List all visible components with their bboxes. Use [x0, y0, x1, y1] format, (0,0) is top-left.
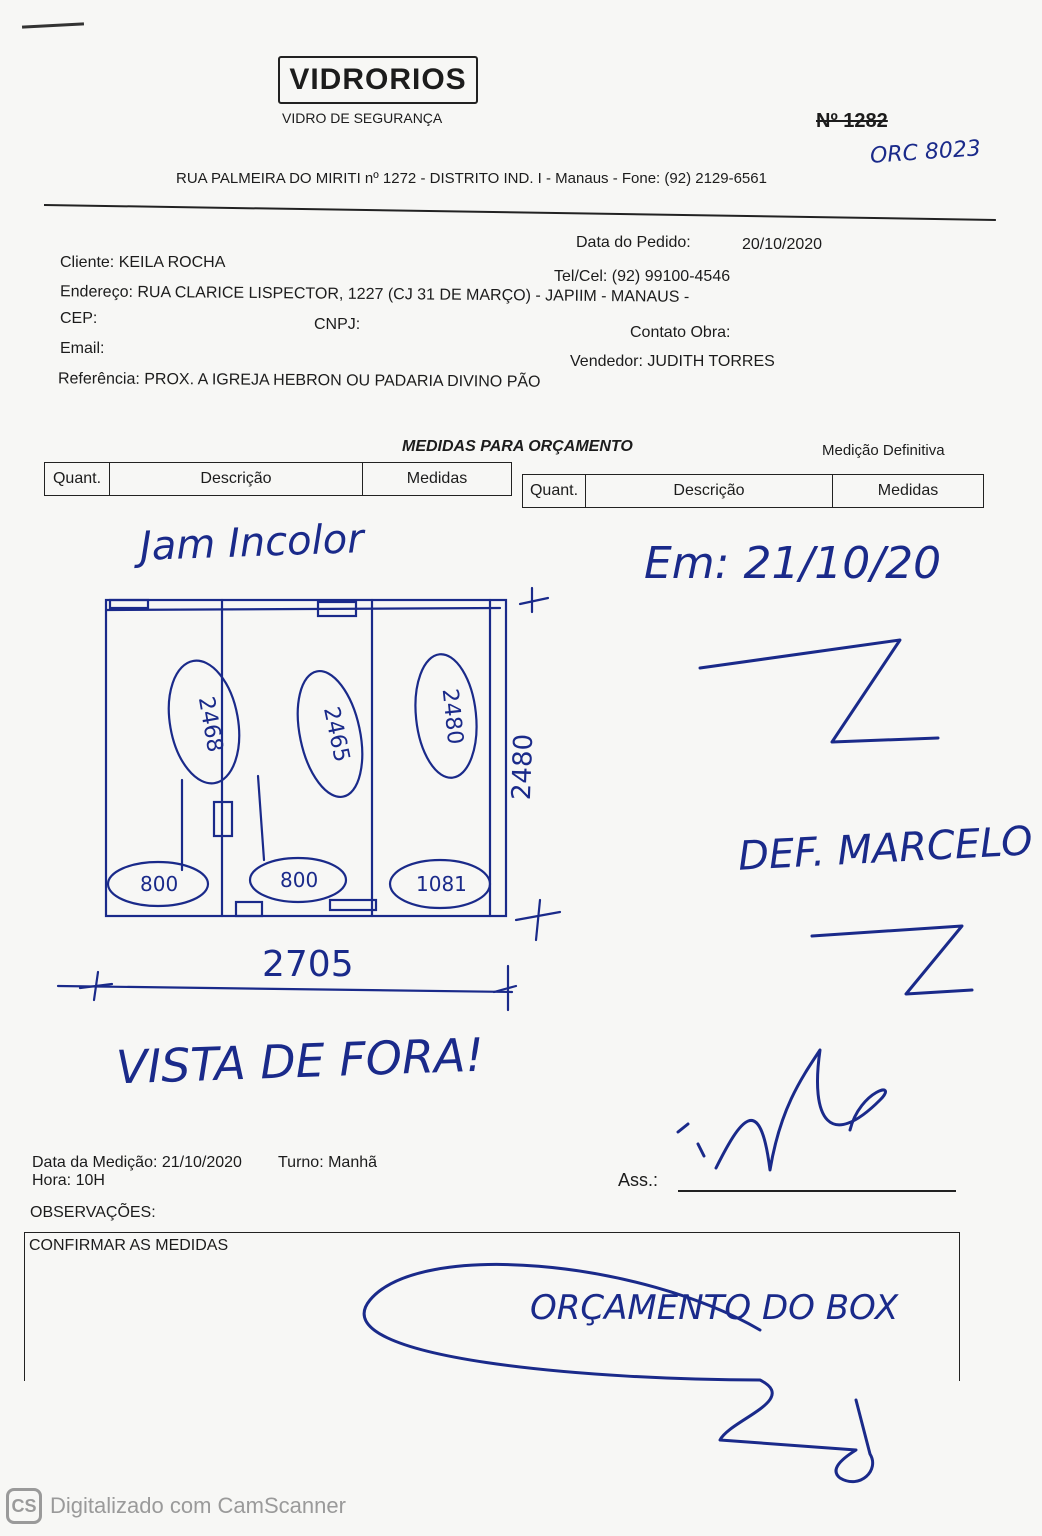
z-mark-1 — [700, 640, 938, 742]
sketch-handle — [214, 802, 232, 836]
measurement-status: Medição Definitiva — [822, 442, 945, 459]
client-cep: CEP: — [60, 310, 98, 327]
width-label: 800 — [280, 868, 319, 892]
total-width-label: 2705 — [262, 944, 354, 985]
client-reference: Referência: PROX. A IGREJA HEBRON OU PADARIA DIVINO PÃO — [57, 370, 541, 391]
company-logo: VIDRORIOS — [278, 56, 478, 104]
sketch-hinge — [110, 600, 148, 608]
sketch-handle-line — [258, 776, 264, 860]
order-date-label: Data do Pedido: — [576, 234, 691, 251]
client-address: Endereço: RUA CLARICE LISPECTOR, 1227 (CJ 31 DE MARÇO) - JAPIIM - MANAUS - — [59, 283, 690, 306]
handwritten-vista: VISTA DE FORA! — [115, 1027, 485, 1095]
col-descricao: Descrição — [110, 463, 363, 495]
measurement-date: Data da Medição: 21/10/2020 — [32, 1154, 242, 1171]
z-mark-2 — [812, 926, 972, 994]
footer-text: Digitalizado com CamScanner — [50, 1493, 346, 1518]
client-name: Cliente: KEILA ROCHA — [60, 254, 226, 271]
col-medidas: Medidas — [877, 482, 939, 499]
sketch-hinge — [236, 902, 262, 916]
handwritten-orcamento: ORÇAMENTO DO BOX — [530, 1288, 899, 1328]
camscanner-icon: CS — [6, 1488, 42, 1524]
handwritten-title: Jam Incolor — [139, 516, 365, 570]
col-quant: Quant. — [45, 463, 110, 495]
items-header-right — [522, 474, 984, 508]
height-label: 2468 — [192, 694, 228, 755]
signature-line — [678, 1190, 956, 1192]
sketch-hinge — [318, 602, 356, 616]
side-height-label: 2480 — [506, 733, 540, 801]
contact-obra: Contato Obra: — [630, 324, 731, 341]
sketch-cross — [494, 966, 516, 1010]
client-email: Email: — [60, 340, 105, 357]
sketch-total-dim-line — [58, 986, 512, 992]
signature-scribble — [678, 1050, 886, 1170]
vendedor: Vendedor: JUDITH TORRES — [570, 353, 775, 370]
measurement-hora: Hora: 10H — [32, 1172, 105, 1189]
section-title: MEDIDAS PARA ORÇAMENTO — [402, 438, 633, 455]
header-divider — [44, 204, 996, 221]
width-label: 1081 — [416, 872, 467, 896]
scanner-footer — [6, 1488, 346, 1524]
sketch-cross — [520, 588, 548, 612]
order-date-value: 20/10/2020 — [742, 236, 823, 253]
measurement-turno: Turno: Manhã — [278, 1154, 378, 1171]
handwritten-date: Em: 21/10/20 — [644, 538, 942, 589]
order-number: Nº 1282 — [816, 110, 888, 132]
orc-number-handwritten: ORC 8023 — [869, 136, 982, 169]
company-address: RUA PALMEIRA DO MIRITI nº 1272 - DISTRITO IND. I - Manaus - Fone: (92) 2129-6561 — [176, 170, 767, 187]
height-label: 2480 — [436, 687, 468, 746]
sketch-hinge — [330, 900, 376, 910]
sketch-inner-top — [106, 608, 500, 610]
col-quant: Quant. — [523, 475, 586, 507]
observacoes-label: OBSERVAÇÕES: — [30, 1204, 156, 1221]
items-header-left — [44, 462, 512, 496]
height-label: 2465 — [317, 704, 355, 765]
sketch-cross — [516, 900, 560, 940]
signature-label: Ass.: — [618, 1170, 659, 1190]
company-tagline: VIDRO DE SEGURANÇA — [282, 110, 443, 126]
observation-text: CONFIRMAR AS MEDIDAS — [29, 1237, 229, 1254]
col-descricao: Descrição — [586, 475, 833, 507]
sketch-cross — [80, 972, 112, 1000]
client-phone: Tel/Cel: (92) 99100-4546 — [554, 268, 731, 285]
scan-mark — [22, 22, 84, 28]
observations-box — [24, 1232, 960, 1381]
handwritten-def: DEF. MARCELO — [736, 818, 1034, 880]
col-medidas: Medidas — [406, 470, 468, 487]
width-label: 800 — [140, 872, 179, 896]
client-cnpj: CNPJ: — [314, 316, 361, 333]
